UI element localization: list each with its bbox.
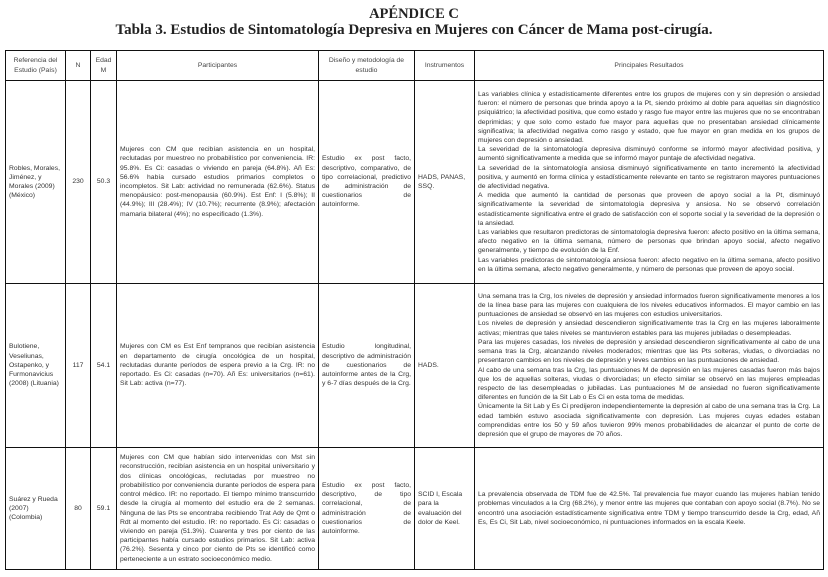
header-design: Diseño y metodología de estudio	[319, 51, 415, 81]
participants-cell: Mujeres con CM que habían sido intervenidas con Mst sin reconstrucción, recibían asistencia en un hospital universitario y dos clínicas oncológicas, reclutadas por muestreo no probabilístico por conveniencia durante períodos de espera para control médico. IR: no reportado. El tiempo mínimo transcurrido desde la cirugía al momento del estudio era de 2 semanas. Ninguna de las Pts se encontraba recibiendo Trat Ady de Qmt o Rdt al momento del estudio. IR: no reportado. Es Ci: casadas o viviendo en pareja (51.3%). Cuarenta y tres por ciento de las participantes había cursado estudios primarios. Sit Lab: activa (76.2%). Sesenta y cinco por ciento de Pts se identificó como perteneciente a un estrato socioeconómico medio.	[117, 448, 319, 570]
result-paragraph: La severidad de la sintomatología depresiva disminuyó conforme se informó mayor afectividad positiva, y aumentó significativamente a medida que se informó mayor puntaje de afectividad negativa.	[478, 146, 820, 163]
results-cell	[475, 448, 824, 570]
reference-cell: Suárez y Rueda (2007) (Colombia)	[6, 448, 66, 570]
header-age: Edad M	[91, 51, 117, 81]
result-paragraph: Las variables que resultaron predictoras de sintomatología depresiva fueron: afecto positivo en la última semana, afecto negativo en la última semana, número de personas que brindan apoyo social, afecto negativo generalmente, y tiempo de evolución de la Enf.	[478, 229, 820, 255]
result-paragraph: Las variables clínica y estadísticamente diferentes entre los grupos de mujeres con y sin depresión o ansiedad fueron: el número de personas que brinda apoyo a la Pt, siendo próximo al doble para aquellas sin diagnóstico psiquiátrico; la afectividad positiva, que como estado y rasgo fue mayor entre las mujeres que no se encontraban deprimidas; y que solo como estado fue mayor para aquellas que no presentaban ansiedad clínicamente significativa; la afectividad negativa como rasgo y estado, que fue mayor en gran medida en los grupos de mujeres con depresión o ansiedad.	[478, 90, 820, 144]
reference-cell: Bulotiene, Veseliunas, Ostapenko, y Furmonavicius (2008) (Lituania)	[6, 284, 66, 448]
instruments-cell: HADS.	[415, 284, 475, 448]
design-cell: Estudio longitudinal, descriptivo de administración de cuestionarios de autoinforme antes de la Crg, y 6-7 días después de la Crg.	[319, 284, 415, 448]
result-paragraph: Los niveles de depresión y ansiedad descendieron significativamente tras la Crg en las mujeres laboralmente activas; mientras que tales niveles se mantuvieron estables para las mujeres jubiladas o desempleadas.	[478, 320, 820, 337]
design-cell: Estudio ex post facto, descriptivo, comparativo, de tipo correlacional, predictivo de administración de cuestionarios de autoinforme.	[319, 81, 415, 284]
result-paragraph: Una semana tras la Crg, los niveles de depresión y ansiedad informados fueron significativamente menores a los de la línea base para las mujeres con cualquiera de los niveles educativos informados. El mayor cambio en las puntuaciones de ansiedad se observó en las mujeres con estudios universitarios.	[478, 292, 820, 319]
result-paragraph: A medida que aumentó la cantidad de personas que proveen de apoyo social a la Pt, disminuyó significativamente la severidad de sintomatología depresiva y ansiosa. No se observó correlación estadísticamente significativa entre el grado de satisfacción con el soporte social y la severidad de la depresión o la ansiedad.	[478, 192, 820, 227]
participants-cell: Mujeres con CM que recibían asistencia en un hospital, reclutadas por muestreo no probabilístico por conveniencia. IR: 95.8%. Es Ci: casadas o viviendo en pareja (64.8%). Añ Es: 56.6% había cursado estudios primarios completos o incompletos. Sit Lab: actividad no remunerada (62.6%). Status menopáusico: post-menopausia (60.9%). Est Enf: I (5.8%); II (44.9%); III (28.4%); IV (10.7%); recurrente (8.9%); afectación mamaria bilateral (4%); no especificado (1.3%).	[117, 81, 319, 284]
result-paragraph: Para las mujeres casadas, los niveles de depresión y ansiedad descendieron significativamente al cabo de una semana tras la Crg, alcanzando niveles moderados; mientras que las Pts solteras, viudas, o divorciadas no presentaron cambios en los niveles de depresión y leves cambios en las puntuaciones de ansiedad.	[478, 338, 820, 365]
result-paragraph: Únicamente la Sit Lab y Es Ci predijeron independientemente la depresión al cabo de una semana tras la Crg. La edad también estuvo asociada significativamente con depresión. Las mujeres cuyas edades estaban comprendidas entre los 50 y 59 años tuvieron 99% menos probabilidades de alcanzar el punto de corte de depresión que el grupo de mayores de 70 años.	[478, 403, 820, 438]
studies-table	[5, 50, 824, 570]
result-paragraph: La prevalencia observada de TDM fue de 42.5%. Tal prevalencia fue mayor cuando las mujeres habían tenido problemas vinculados a la Crg (68.2%), y menor entre las mujeres que contaban con apoyo social (8.7%). No se encontró una asociación estadísticamente significativa entre TDM y tiempo transcurrido desde la Crg, edad, Añ Es, Es Ci, Sit Lab, nivel socioeconómico, ni puntuaciones informados en la escala Keele.	[478, 491, 820, 526]
instruments-cell: SCID I, Escala para la evaluación del dolor de Keel.	[415, 448, 475, 570]
table-row	[6, 284, 824, 448]
table-row	[6, 81, 824, 284]
results-cell	[475, 81, 824, 284]
header-participants: Participantes	[117, 51, 319, 81]
header-n: N	[66, 51, 91, 81]
n-cell: 230	[66, 81, 91, 284]
result-paragraph: Las variables predictoras de sintomatología ansiosa fueron: afecto negativo en la última semana, afecto positivo en la última semana, afecto negativo generalmente, y número de personas que proveen de apoyo social.	[478, 256, 820, 273]
age-cell: 59.1	[91, 448, 117, 570]
appendix-heading: APÉNDICE C	[369, 6, 459, 22]
n-cell: 117	[66, 284, 91, 448]
results-cell	[475, 284, 824, 448]
header-results: Principales Resultados	[475, 51, 824, 81]
instruments-cell: HADS, PANAS, SSQ.	[415, 81, 475, 284]
table-row	[6, 448, 824, 570]
table-title: Tabla 3. Estudios de Sintomatología Depresiva en Mujeres con Cáncer de Mama post-cirugía.	[115, 22, 713, 38]
reference-cell: Robles, Morales, Jiménez, y Morales (2009) (México)	[6, 81, 66, 284]
table-header-row	[6, 51, 824, 81]
n-cell: 80	[66, 448, 91, 570]
participants-cell: Mujeres con CM es Est Enf tempranos que recibían asistencia en departamento de cirugía oncológica de un hospital, reclutadas durante períodos de espera previo a la Crg. IR: no reportado. Es Ci: casadas (n=70). Añ Es: universitarios (n=61). Sit Lab: activa (n=77).	[117, 284, 319, 448]
header-reference: Referencia del Estudio (País)	[6, 51, 66, 81]
result-paragraph: Al cabo de una semana tras la Crg, las puntuaciones M de depresión en las mujeres casadas fueron más bajos que los de aquellas solteras, viudas o divorciadas; un efecto similar se observó en las mujeres empleadas respecto de las desempleadas o jubiladas. Las puntuaciones M de ansiedad no fueron significativamente diferentes en función de la Sit Lab o Es Ci en esta toma de medidas.	[478, 366, 820, 402]
age-cell: 54.1	[91, 284, 117, 448]
design-cell: Estudio ex post facto, descriptivo, de tipo correlacional, de administración de cuestionarios de autoinforme.	[319, 448, 415, 570]
age-cell: 50.3	[91, 81, 117, 284]
result-paragraph: La severidad de la sintomatología ansiosa disminuyó significativamente en tanto incrementó la afectividad positiva, y aumentó en forma clínica y estadísticamente relevante en tanto se registraron mayores puntuaciones de afectividad negativa.	[478, 164, 820, 190]
header-instruments: Instrumentos	[415, 51, 475, 81]
